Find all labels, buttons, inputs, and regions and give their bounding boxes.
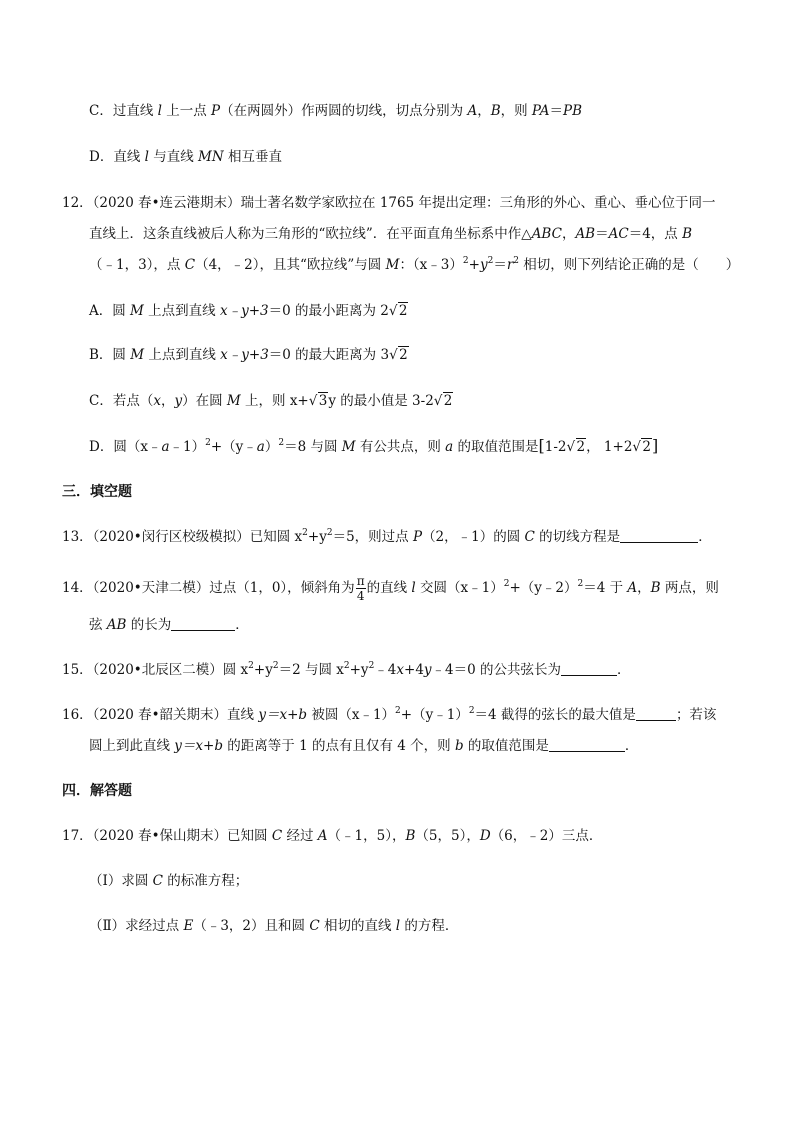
sqrt-symbol: √ 2: [388, 303, 408, 319]
section-heading-fill-in: 三．填空题: [62, 484, 132, 500]
q16-line-1: 16．（2020 春•韶关期末）直线 y＝x+b 被圆（x﹣1）$^2$+（y﹣1）$^2$＝4 截得的弦长的最大值是 ；若该: [62, 706, 717, 723]
q12-line-3: （﹣1，3），点 C（4，﹣2），且其“欧拉线”与圆 M：$(x﹣3)^2+y^2=r^2$ 相切，则下列结论正确的是（ ）: [89, 256, 740, 273]
answer-blank[interactable]: [636, 707, 676, 721]
section-heading-solutions: 四．解答题: [62, 783, 132, 799]
q14-line-1: 14．（2020•天津二模）过点（1，0），倾斜角为 $\frac{\pi}{4}$ 的直线 l 交圆（x﹣1）$^2$+（y﹣2）$^2$＝4 于 A，B 两点，则: [62, 574, 719, 603]
q16-line-2: 圆上到此直线 y＝x+b 的距离等于 1 的点有且仅有 4 个，则 b 的取值范围是 ．: [89, 738, 639, 754]
q13: 13．（2020•闵行区校级模拟）已知圆 $x^2+y^2=5$，则过点 P（2，﹣1）的圆 C 的切线方程是 ．: [62, 528, 712, 545]
q12-option-c: C．若点（x，y）在圆 M 上，则 x+ √ 3y 的最小值是 3-2 √ 2: [89, 393, 453, 409]
q17-part-2: （Ⅱ）求经过点 E（﹣3，2）且和圆 C 相切的直线 l 的方程．: [89, 918, 459, 934]
q12-option-a: A．圆 M 上点到直线 x﹣y+3＝0 的最小距离为 2 √ 2: [89, 303, 408, 319]
sqrt-symbol: √ 2: [433, 393, 453, 409]
q12-line-1: 12．（2020 春•连云港期末）瑞士著名数学家欧拉在 1765 年提出定理：三角形的外心、重心、垂心位于同一: [62, 195, 716, 211]
q11-option-c: C．过直线 l 上一点 P（在两圆外）作两圆的切线，切点分别为 A，B，则 PA＝PB: [89, 103, 583, 119]
answer-blank[interactable]: [620, 529, 698, 543]
q12-line-2: 直线上．这条直线被后人称为三角形的“欧拉线”．在平面直角坐标系中作△ABC，AB＝AC＝4，点 B: [89, 226, 693, 242]
sqrt-symbol: √ 2: [566, 439, 586, 455]
q15: 15．（2020•北辰区二模）圆 $x^2+y^2=2$ 与圆 $x^2+y^2﹣4x+4y﹣4=0$ 的公共弦长为 ．: [62, 661, 631, 678]
q17-line-1: 17．（2020 春•保山期末）已知圆 C 经过 A（﹣1，5），B（5，5），D（6，﹣2）三点．: [62, 828, 603, 844]
q17-part-1: （Ⅰ）求圆 C 的标准方程；: [89, 873, 249, 889]
sqrt-symbol: √ 3: [308, 393, 328, 409]
sqrt-symbol: √ 2: [632, 439, 651, 455]
answer-blank[interactable]: [171, 617, 235, 631]
q12-option-d: D．圆（x﹣a﹣1）$^2$+（y﹣a）$^2$＝8 与圆 M 有公共点，则 a 的取值范围是[1-2 √ 2， 1+2 √ 2]: [89, 436, 659, 455]
q14-line-2: 弦 AB 的长为 ．: [89, 617, 249, 633]
sqrt-symbol: √ 2: [389, 347, 408, 363]
answer-blank[interactable]: [561, 662, 617, 676]
q12-option-b: B．圆 M 上点到直线 x﹣y+3＝0 的最大距离为 3 √ 2: [89, 347, 408, 363]
answer-blank[interactable]: [549, 738, 625, 752]
fraction-pi-over-4: $\frac{\pi}{4}$: [356, 574, 365, 603]
q11-option-d: D．直线 l 与直线 MN 相互垂直: [89, 149, 282, 165]
